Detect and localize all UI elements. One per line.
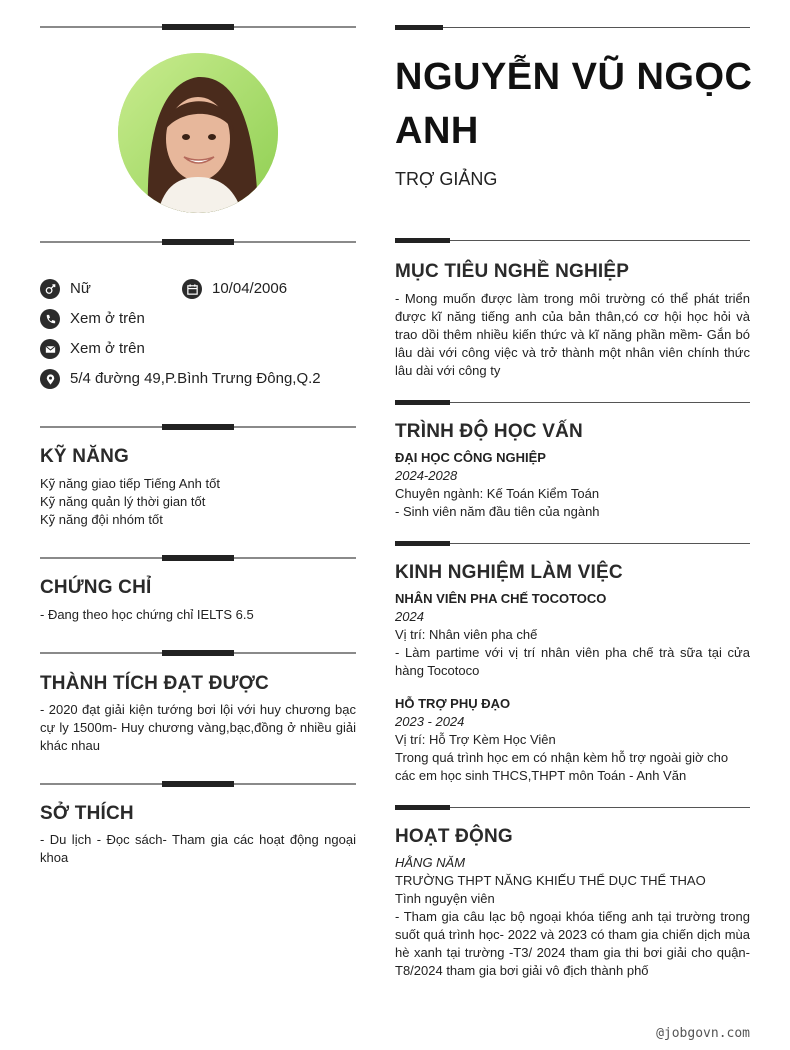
objective-text: - Mong muốn được làm trong môi trường có thể phát triển được kĩ năng tiếng anh của bản thân,có cơ hội học hỏi và trao dồi thêm nhiều kiến thức và kĩ năng phần mềm- Gắn bó lâu dài với công việc và trở thành một nhân viên chính thức lâu dài với công ty: [395, 291, 750, 378]
activity-role: Tình nguyện viên: [395, 891, 495, 906]
location-icon: [40, 369, 60, 389]
job-description: Trong quá trình học em có nhận kèm hỗ trợ ngoài giờ cho các em học sinh THCS,THPT môn Toán - Anh Văn: [395, 750, 729, 783]
job-company: NHÂN VIÊN PHA CHẾ TOCOTOCO: [395, 591, 607, 606]
dob-value: 10/04/2006: [212, 280, 288, 297]
job-title: TRỢ GIẢNG: [395, 169, 498, 189]
avatar: [118, 53, 278, 213]
hobbies-text: - Du lịch - Đọc sách- Tham gia các hoạt động ngoại khoa: [40, 832, 356, 865]
divider-accent: [395, 25, 443, 30]
divider-accent: [162, 650, 234, 656]
divider-accent: [395, 541, 450, 546]
activities-title: HOẠT ĐỘNG: [395, 826, 513, 847]
experience-job: [395, 695, 750, 785]
activity-description: - Tham gia câu lạc bộ ngoại khóa tiếng anh tại trường trong suốt quá trình học- 2022 và 2023 có tham gia chiến dịch mùa hè xanh tại trường -T3/ 2024 tham gia thi bơi giải cho quận-T8/2024 tham gia bơi giải vô địch thành phố: [395, 909, 750, 978]
certificates-text: - Đang theo học chứng chỉ IELTS 6.5: [40, 607, 254, 622]
education-note: - Sinh viên năm đầu tiên của ngành: [395, 504, 600, 519]
experience-job: [395, 590, 750, 680]
objective-title: MỤC TIÊU NGHỀ NGHIỆP: [395, 261, 630, 282]
divider-accent: [395, 805, 450, 810]
skill-item: Kỹ năng giao tiếp Tiếng Anh tốt: [40, 476, 220, 491]
footer-watermark: @jobgovn.com: [656, 1026, 750, 1041]
job-description: - Làm partime với vị trí nhân viên pha chế trà sữa tại cửa hàng Tocotoco: [395, 645, 750, 678]
skills-title: KỸ NĂNG: [40, 446, 130, 467]
divider-accent: [162, 781, 234, 787]
job-period: 2024: [395, 609, 424, 624]
skill-item: Kỹ năng quản lý thời gian tốt: [40, 494, 206, 509]
job-company: HỖ TRỢ PHỤ ĐẠO: [395, 696, 511, 711]
divider-accent: [395, 238, 450, 243]
certificates-title: CHỨNG CHỈ: [40, 577, 152, 598]
email-icon: [40, 339, 60, 359]
activity-period: HẰNG NĂM: [395, 855, 466, 870]
skills-list: [40, 475, 356, 529]
job-position: Vị trí: Hỗ Trợ Kèm Học Viên: [395, 732, 556, 747]
candidate-name: NGUYỄN VŨ NGỌC ANH: [395, 56, 753, 152]
hobbies-title: SỞ THÍCH: [40, 803, 134, 824]
skill-item: Kỹ năng đội nhóm tốt: [40, 512, 163, 527]
divider-accent: [162, 424, 234, 430]
calendar-icon: [182, 279, 202, 299]
divider: [395, 27, 750, 28]
education-block: [395, 449, 750, 521]
activity-org: TRƯỜNG THPT NĂNG KHIẾU THỂ DỤC THỂ THAO: [395, 873, 706, 888]
job-position: Vị trí: Nhân viên pha chế: [395, 627, 538, 642]
divider-accent: [162, 239, 234, 245]
achievements-title: THÀNH TÍCH ĐẠT ĐƯỢC: [40, 673, 269, 694]
address-value: 5/4 đường 49,P.Bình Trưng Đông,Q.2: [70, 370, 321, 387]
achievements-text: - 2020 đạt giải kiện tướng bơi lội với huy chương bạc cự ly 1500m- Huy chương vàng,bạc,đồng ở nhiều giải khác nhau: [40, 702, 356, 753]
job-period: 2023 - 2024: [395, 714, 465, 729]
avatar-image: [118, 53, 278, 213]
education-period: 2024-2028: [395, 468, 458, 483]
experience-title: KINH NGHIỆM LÀM VIỆC: [395, 562, 623, 583]
divider-accent: [162, 555, 234, 561]
education-title: TRÌNH ĐỘ HỌC VẤN: [395, 421, 583, 442]
education-major: Chuyên ngành: Kế Toán Kiểm Toán: [395, 486, 600, 501]
gender-icon: [40, 279, 60, 299]
phone-value: Xem ở trên: [70, 310, 145, 327]
gender-value: Nữ: [70, 280, 91, 297]
divider-accent: [395, 400, 450, 405]
phone-icon: [40, 309, 60, 329]
activities-block: [395, 854, 750, 980]
divider-accent: [162, 24, 234, 30]
school-name: ĐẠI HỌC CÔNG NGHIỆP: [395, 450, 546, 465]
email-value: Xem ở trên: [70, 340, 145, 357]
